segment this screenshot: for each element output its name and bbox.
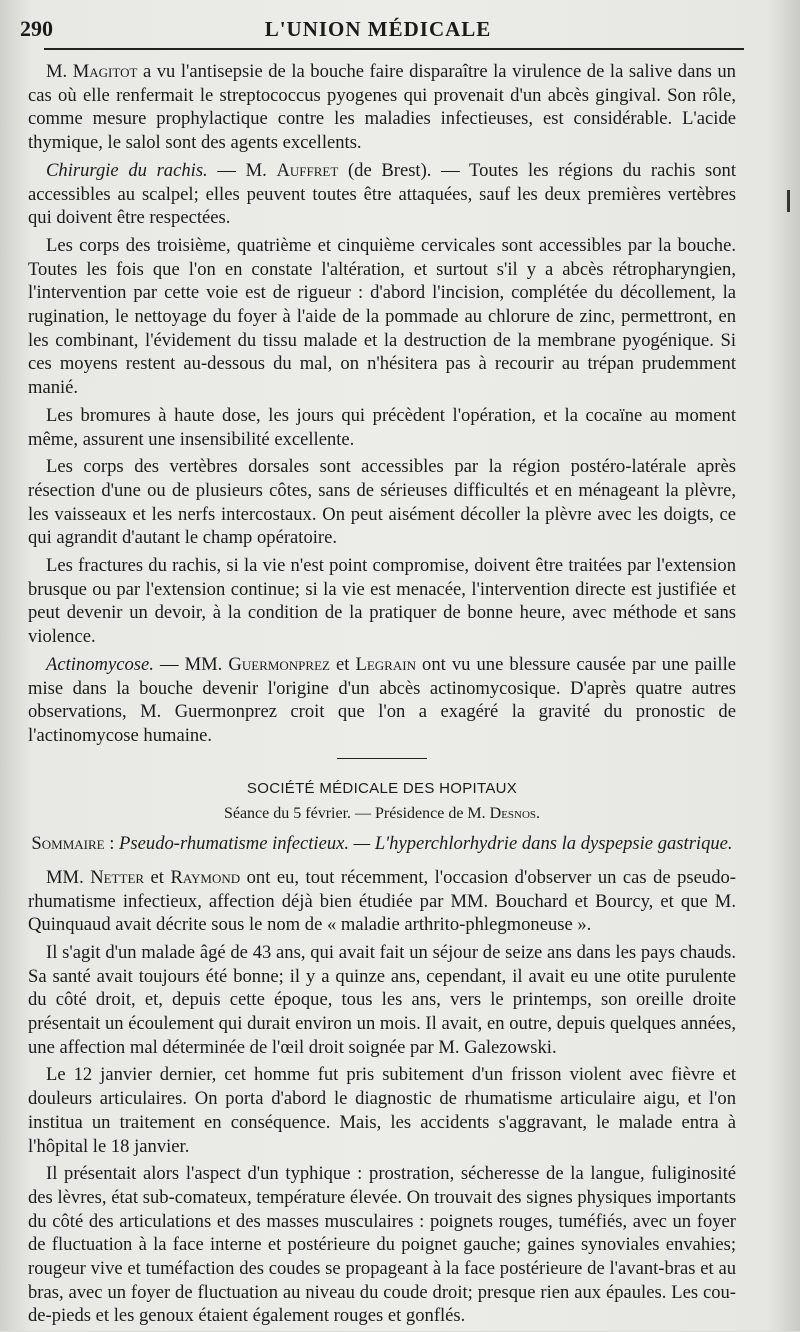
paragraph-typhique: Il présentait alors l'aspect d'un typhique : prostration, sécheresse de la langue, fuliginosité des lèvres, état sub-comateux, température élevée. On trouvait des signes physiques importants du côté des articulations et des masses musculaires : poignets rouges, tuméfiés, avec un foyer de fluctuation à la face interne et postérieure du poignet gauche; gaines synoviales envahies; rougeur vive et tuméfaction des coudes se propageant à la face postérieure de l'avant-bras et au bras, avec un foyer de fluctuation au niveau du coude droit; presque rien aux épaules. Les cou-de-pieds et les genoux étaient également rouges et gonflés. (28, 1163, 736, 1327)
article-body (28, 60, 736, 1332)
seance-end: . (536, 805, 541, 823)
author-name: Auffret (276, 159, 339, 181)
page-header (20, 14, 736, 44)
paragraph-netter (28, 866, 736, 937)
conjunction: et (329, 653, 356, 675)
society-heading: SOCIÉTÉ MÉDICALE DES HOPITAUX (246, 779, 518, 797)
sommaire-text: Pseudo-rhumatisme infectieux. — L'hyperchlorhydrie dans la dyspepsie gastrique. (114, 833, 733, 855)
author-name: Guermonprez (228, 653, 330, 675)
section-title: Actinomycose. (46, 653, 154, 675)
paragraph-text: ont vu une blessure causée par une paille mise dans la bouche devenir l'origine d'un abcès actinomycosique. D'après quatre autres observations, M. Guermonprez croit que l'on a exagéré la gravité du pronostic de l'actinomycose humaine. (28, 653, 737, 746)
author-name: M. Magitot (46, 61, 138, 82)
sommaire (28, 832, 736, 856)
president-name: Desnos (489, 805, 537, 823)
paragraph-magitot (28, 60, 736, 155)
paragraph-actinomycose (28, 653, 736, 748)
author-name: Legrain (355, 653, 416, 675)
seance-text: Séance du 5 février. — Présidence de M. (223, 805, 490, 823)
section-title: Chirurgie du rachis. (46, 159, 208, 181)
running-title: L'UNION MÉDICALE (264, 16, 492, 41)
header-rule (44, 48, 744, 50)
paragraph-malade: Il s'agit d'un malade âgé de 43 ans, qui avait fait un séjour de seize ans dans les pays chauds. Sa santé avait toujours été bonne; il y a quinze ans, cependant, il avait eu une otite purulente du côté droit, et, depuis cette époque, tous les ans, vers le printemps, son oreille droite présentait un écoulement qui durait environ un mois. Il avait, en outre, depuis quelques années, une affection mal déterminée de l'œil droit soignée par M. Galezowski. (28, 941, 736, 1058)
conjunction: et (144, 866, 171, 888)
paragraph-cervicales: Les corps des troisième, quatrième et cinquième cervicales sont accessibles par la bouche. Toutes les fois que l'on en constate l'altération, et surtout s'il y a abcès rétropharyngien, l'intervention par cette voie est de rigueur : d'abord l'incision, complétée du décollement, la rugination, le nettoyage du foyer à l'aide de la pommade au chlorure de zinc, permettront, en les combinant, l'évidement du tissu malade et la destruction de la membrane pyogénique. Si ces moyens restent au-dessous du mal, on n'hésitera pas à recourir au trépan prudemment manié. (28, 234, 736, 399)
page-number: 290 (20, 16, 53, 41)
paragraph-janvier: Le 12 janvier dernier, cet homme fut pris subitement d'un frisson violent avec fièvre et douleurs articulaires. On porta d'abord le diagnostic de rhumatisme articulaire aigu, et l'on institua un traitement en conséquence. Mais, les accidents s'aggravant, le malade entra à l'hôpital le 18 janvier. (28, 1064, 736, 1157)
paragraph-bromures: Les bromures à haute dose, les jours qui précèdent l'opération, et la cocaïne au moment même, assurent une insensibilité excellente. (28, 404, 736, 450)
section-divider (337, 758, 427, 759)
margin-mark (787, 190, 790, 212)
author-name: Netter (90, 866, 145, 888)
author-name: Raymond (170, 866, 241, 888)
prefix: MM. (46, 866, 91, 888)
paragraph-dorsales: Les corps des vertèbres dorsales sont accessibles par la région postéro-latérale après résection d'une ou de plusieurs côtes, sans de sérieuses difficultés et en ménageant la plèvre, les vaisseaux et les nerfs intercostaux. On peut aisément décoller la plèvre avec les doigts, ce qui agrandit d'autant le champ opératoire. (28, 456, 736, 549)
paragraph-auffret (28, 159, 736, 230)
dash: — M. (207, 159, 277, 181)
paragraph-text: a vu l'antisepsie de la bouche faire disparaître la virulence de la salive dans un cas où elle renfermait le streptococcus pyogenes qui provenait d'un abcès gingival. Son rôle, comme mesure prophylactique contre les maladies infectieuses, est considérable. L'acide thymique, le salol sont des agents excellents. (28, 61, 736, 154)
paragraph-text: (de Brest). — Toutes les régions du rachis sont accessibles au scalpel; elles peuvent toutes être attaquées, sauf les deux premières vertèbres qui doivent être respectées. (28, 159, 736, 229)
seance-line (28, 802, 736, 826)
sommaire-label: Sommaire : (31, 833, 115, 855)
paragraph-text: ont eu, tout récemment, l'occasion d'observer un cas de pseudo-rhumatisme infectieux, affection déjà bien étudiée par MM. Bouchard et Bourcy, et que M. Quinquaud avait décrite sous le nom de « maladie arthrito-phlegmoneuse ». (28, 866, 736, 936)
paragraph-fractures: Les fractures du rachis, si la vie n'est point compromise, doivent être traitées par l'extension brusque ou par l'extension continue; si la vie est menacée, l'intervention directe est justifiée et peut devenir un devoir, à la condition de la pratiquer de bonne heure, avec méthode et sans violence. (28, 555, 736, 648)
dash: — MM. (153, 653, 229, 675)
